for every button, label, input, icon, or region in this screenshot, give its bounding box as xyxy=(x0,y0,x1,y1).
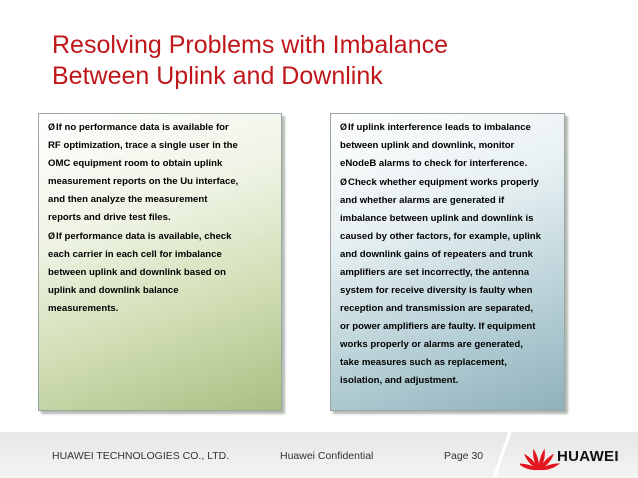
slide-title-line-1: Resolving Problems with Imbalance xyxy=(52,31,449,59)
footer-divider-slash xyxy=(490,432,514,478)
footer-company: HUAWEI TECHNOLOGIES CO., LTD. xyxy=(52,450,230,462)
arrow-bullet-icon: Ø xyxy=(48,122,56,132)
right-text-panel xyxy=(330,113,565,411)
arrow-bullet-icon: Ø xyxy=(48,231,56,241)
right-line-10: system for receive diversity is faulty when xyxy=(340,285,533,296)
slide-title-line-2: Between Uplink and Downlink xyxy=(52,62,383,90)
right-line-4: ØCheck whether equipment works properly xyxy=(340,177,539,188)
right-line-12: or power amplifiers are faulty. If equipment xyxy=(340,321,536,332)
right-line-3: eNodeB alarms to check for interference. xyxy=(340,158,528,169)
left-panel-text xyxy=(48,118,275,318)
left-line-7: ØIf performance data is available, check xyxy=(48,231,232,242)
slide-title xyxy=(52,30,612,92)
arrow-bullet-icon: Ø xyxy=(340,177,348,187)
left-line-11: measurements. xyxy=(48,303,119,314)
right-line-14: take measures such as replacement, xyxy=(340,357,507,368)
left-line-5: and then analyze the measurement xyxy=(48,194,208,205)
left-line-2: RF optimization, trace a single user in the xyxy=(48,140,238,151)
right-line-2: between uplink and downlink, monitor xyxy=(340,140,515,151)
footer-confidential: Huawei Confidential xyxy=(280,450,374,462)
right-line-7: caused by other factors, for example, uplink xyxy=(340,231,541,242)
left-line-8: each carrier in each cell for imbalance xyxy=(48,249,222,260)
left-line-4: measurement reports on the Uu interface, xyxy=(48,176,239,187)
right-line-1: ØIf uplink interference leads to imbalance xyxy=(340,122,531,133)
right-line-13: works properly or alarms are generated, xyxy=(340,339,523,350)
left-line-9: between uplink and downlink based on xyxy=(48,267,227,278)
arrow-bullet-icon: Ø xyxy=(340,122,348,132)
footer-page-number: Page 30 xyxy=(444,450,484,462)
right-line-6: imbalance between uplink and downlink is xyxy=(340,213,534,224)
left-line-10: uplink and downlink balance xyxy=(48,285,179,296)
left-line-1: ØIf no performance data is available for xyxy=(48,122,229,133)
right-line-5: and whether alarms are generated if xyxy=(340,195,505,206)
left-text-panel xyxy=(38,113,282,411)
right-line-8: and downlink gains of repeaters and trunk xyxy=(340,249,533,260)
right-line-15: isolation, and adjustment. xyxy=(340,375,459,386)
right-line-11: reception and transmission are separated, xyxy=(340,303,534,314)
right-panel-text xyxy=(340,118,558,390)
left-line-6: reports and drive test files. xyxy=(48,212,171,223)
huawei-logo-wordmark: HUAWEI xyxy=(557,448,619,465)
right-line-9: amplifiers are set incorrectly, the antenna xyxy=(340,267,530,278)
left-line-3: OMC equipment room to obtain uplink xyxy=(48,158,223,169)
